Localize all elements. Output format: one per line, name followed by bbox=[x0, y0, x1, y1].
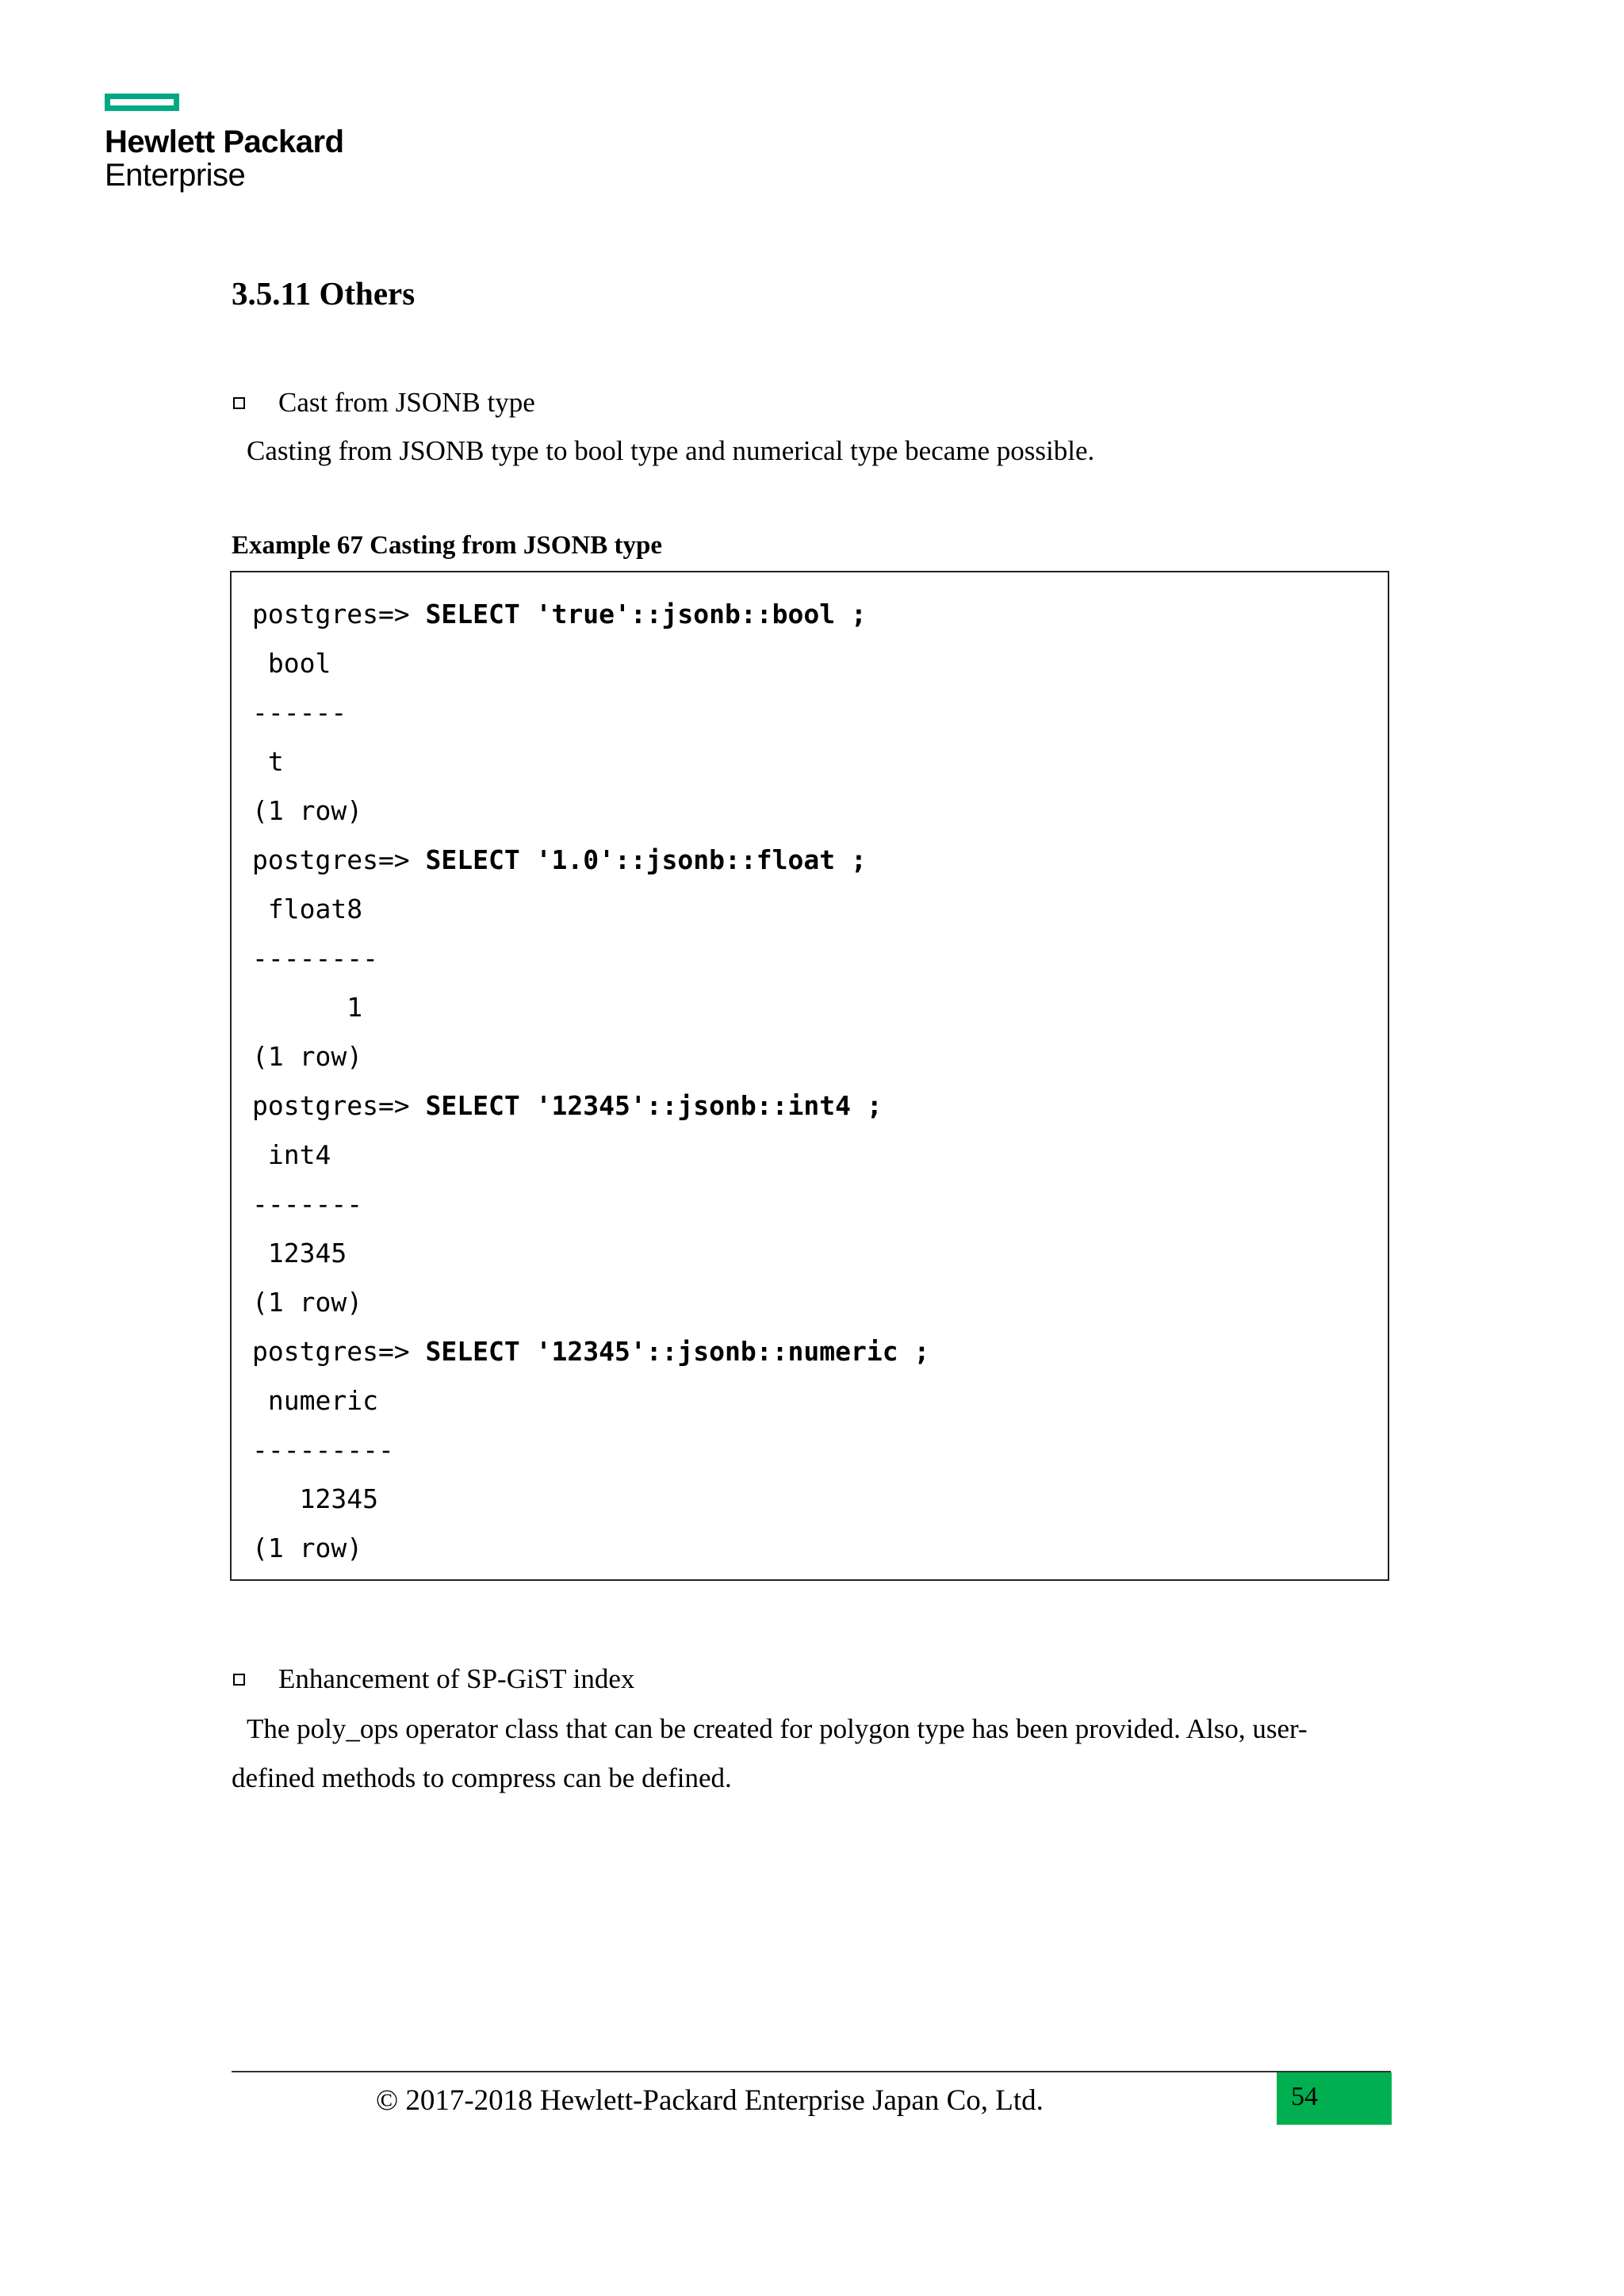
code-line: bool bbox=[252, 648, 331, 679]
code-line: (1 row) bbox=[252, 1533, 363, 1563]
logo-mark-icon bbox=[105, 94, 179, 111]
code-command: SELECT 'true'::jsonb::bool ; bbox=[425, 599, 867, 629]
logo-name-line1: Hewlett Packard bbox=[105, 124, 344, 159]
code-line bbox=[252, 836, 1388, 885]
code-line: --------- bbox=[252, 1434, 394, 1465]
page-number-badge bbox=[1277, 2072, 1392, 2125]
code-line: 12345 bbox=[252, 1238, 347, 1269]
code-line bbox=[252, 1327, 1388, 1376]
footer-divider bbox=[232, 2071, 1391, 2072]
code-prompt: postgres=> bbox=[252, 599, 426, 629]
code-prompt: postgres=> bbox=[252, 844, 426, 875]
logo-name-line2: Enterprise bbox=[105, 158, 246, 193]
example-caption: Example 67 Casting from JSONB type bbox=[232, 531, 662, 560]
code-line: int4 bbox=[252, 1139, 331, 1170]
code-line: -------- bbox=[252, 943, 378, 974]
section-title: 3.5.11 Others bbox=[232, 275, 416, 312]
bullet-paragraph-spgist-line2: defined methods to compress can be defined. bbox=[232, 1762, 732, 1793]
code-line: (1 row) bbox=[252, 1041, 363, 1072]
code-line: ------ bbox=[252, 697, 347, 728]
code-command: SELECT '12345'::jsonb::int4 ; bbox=[425, 1090, 883, 1121]
code-line: t bbox=[252, 746, 284, 777]
code-command: SELECT '12345'::jsonb::numeric ; bbox=[425, 1336, 930, 1367]
bullet-heading-spgist bbox=[233, 1663, 634, 1695]
footer-copyright: © 2017-2018 Hewlett-Packard Enterprise Japan Co, Ltd. bbox=[376, 2084, 1044, 2117]
code-line: 1 bbox=[252, 992, 363, 1023]
bullet-heading-text: Enhancement of SP-GiST index bbox=[278, 1663, 635, 1694]
code-line bbox=[252, 590, 1388, 639]
bullet-paragraph-cast: Casting from JSONB type to bool type and numerical type became possible. bbox=[247, 435, 1095, 466]
bullet-heading-text: Cast from JSONB type bbox=[278, 387, 535, 418]
code-command: SELECT '1.0'::jsonb::float ; bbox=[425, 844, 867, 875]
company-logo bbox=[105, 94, 344, 192]
code-line: 12345 bbox=[252, 1483, 378, 1514]
code-prompt: postgres=> bbox=[252, 1336, 426, 1367]
code-line: numeric bbox=[252, 1385, 378, 1416]
code-lines bbox=[252, 590, 1388, 1573]
code-line: float8 bbox=[252, 894, 363, 924]
bullet-square-icon bbox=[233, 397, 245, 409]
code-line: ------- bbox=[252, 1188, 363, 1219]
bullet-paragraph-spgist-line1: The poly_ops operator class that can be created for polygon type has been provided. Also, user- bbox=[247, 1713, 1308, 1744]
page-number: 54 bbox=[1291, 2082, 1318, 2111]
code-line: (1 row) bbox=[252, 1287, 363, 1318]
code-example-box bbox=[230, 571, 1389, 1581]
bullet-heading-cast bbox=[233, 387, 535, 419]
code-line bbox=[252, 1081, 1388, 1131]
bullet-square-icon bbox=[233, 1674, 245, 1686]
code-prompt: postgres=> bbox=[252, 1090, 426, 1121]
code-line: (1 row) bbox=[252, 795, 363, 826]
